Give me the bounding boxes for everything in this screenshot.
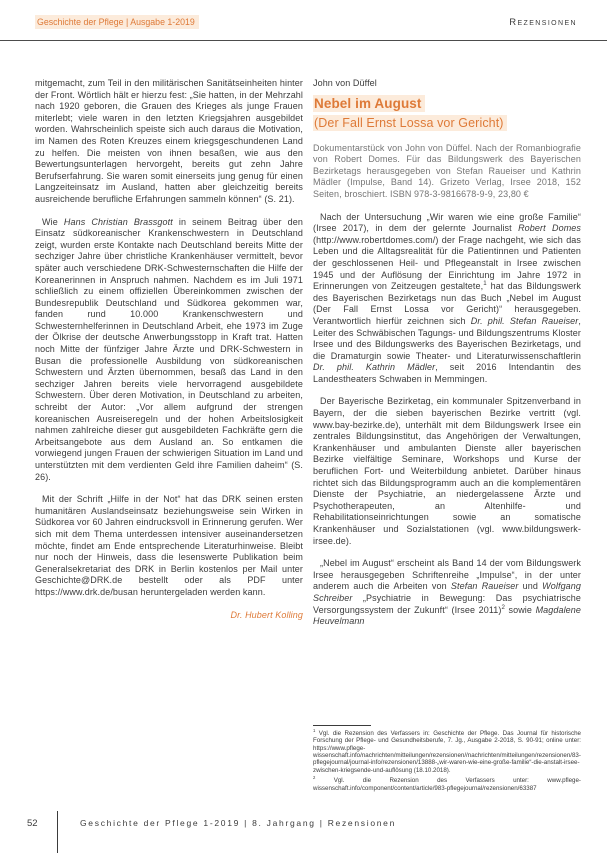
body-paragraph: „Nebel im August“ erscheint als Band 14 der vom Bildungswerk Irsee herausgegeben Schriftenreihe „Impulse“, in der unter anderem auch die Arbeiten von Stefan Raueiser und Wolfgang Schreiber „Psychiatrie in Bewegung: Das psychiatrische Versorgungssystem der Zukunft“ (Irsee 2011)$^2$ sowie Magdalene Heuvelmann	[313, 558, 581, 627]
body-paragraph: Der Bayerische Bezirketag, ein kommunaler Spitzenverband in Bayern, der die sieben bayerischen Bezirke vertritt (vgl. www.bay-bezirke.de), unterhält mit dem Bildungswerk Irsee ein zentrales Bildungsinstitut, das Angehörigen der Verwaltungen, Krankenhäuser und ambulanten Dienste aller bayerischen Bezirke vielfältige Seminare, Workshops und Kurse der beruflichen Fort- und Weiterbildung anbietet. Darüber hinaus richtet sich das Bildungsprogramm auch an die komplementären Dienste der Psychiatrie, an niedergelassene Ärzte und Psychotherapeuten, an Altenhilfe- und Rehabilitationseinrichtungen sowie an somatische Krankenhäuser und Sozialstationen (vgl. www.bildungswerk-irsee.de).	[313, 396, 581, 546]
right-column	[313, 78, 581, 795]
bibliographic-info: Dokumentarstück von John von Düffel. Nach der Romanbiografie von Robert Domes. Für das Bildungswerk des Bayerischen Bezirketags herausgegeben von Stefan Raueiser und Kathrin Mädler (Impulse, Band 14). Grizeto Verlag, Irsee 2018, 152 Seiten, broschiert. ISBN 978-3-9816678-9-9, 23,80 €	[313, 142, 581, 199]
book-title	[313, 95, 581, 112]
page-header	[35, 15, 577, 29]
body-paragraph: Nach der Untersuchung „Wir waren wie eine große Familie“ (Irsee 2017), in dem der gelernte Journalist Robert Domes (http://www.robertdomes.com/) der Frage nachgeht, wie sich das Leben und die Alltagsrealität für die Patientinnen und Patienten der geschlossenen Heil- und Pflegeanstalt in Irsee zwischen 1945 und der Auflösung der Einrichtung im Jahre 1972 in Erinnerungen von Zeitzeugen gestaltete,$^1$ hat das Bildungswerk des Bayerischen Bezirketags nun das Buch „Nebel im August (Der Fall Ernst Lossa vor Gericht)“ herausgegeben. Verantwortlich hierfür zeichnen sich Dr. phil. Stefan Raueiser, Leiter des Schwäbischen Tagungs- und Bildungszentrums Kloster Irsee und des Bildungswerks des Bayerischen Bezirketags, und die Dramaturgin sowie Theater- und Literaturwissenschaftlerin Dr. phil. Kathrin Mädler, seit 2016 Intendantin des Landestheaters Schwaben in Memmingen.	[313, 211, 581, 384]
book-title-text: Nebel im August	[313, 95, 425, 112]
page-footer	[0, 811, 607, 853]
body-paragraph: Mit der Schrift „Hilfe in der Not“ hat das DRK seinen ersten humanitären Auslandseinsatz beziehungsweise sein Wirken in Südkorea vor 60 Jahren eindrucksvoll in Erinnerung gerufen. Wer sich mit dem Thema unterdessen intensiver auseinandersetzen möchte, findet am Ende entsprechende Literaturhinweise. Bleibt nur noch der Hinweis, dass die lesenswerte Publikation beim Generalsekretariat des DRK in Berlin kostenlos per Mail unter Geschichte@DRK.de bestellt oder als PDF unter https://www.drk.de/busan heruntergeladen werden kann.	[35, 494, 303, 597]
footnote-rule	[313, 725, 371, 726]
header-rule	[0, 40, 607, 41]
section-label: Rezensionen	[509, 17, 577, 28]
footer-journal-line: Geschichte der Pflege 1-2019 | 8. Jahrgang | Rezensionen	[80, 818, 397, 828]
left-column	[35, 78, 303, 795]
footnote: $^1$ Vgl. die Rezension des Verfassers in: Geschichte der Pflege. Das Journal für historische Forschung der Pflege- und Gesundheitsberufe, 7. Jg., Ausgabe 2-2018, S. 90-91; online unter: https://www.pflege-wissenschaft.info/nachrichten/mitteilungen/rezensionen//nachrichten/mitteilungen/rezensionen/83-pflegejournal/journal-info/rezensionen/13888-„wir-waren-wie-eine-große-familie“-die-anstalt-irsee-zwischen-kriegsende-und-auflösung (18.10.2018).	[313, 727, 581, 774]
journal-issue-label: Geschichte der Pflege | Ausgabe 1-2019	[35, 15, 199, 29]
text-columns	[35, 78, 581, 795]
book-author: John von Düffel	[313, 78, 377, 88]
book-subtitle	[313, 115, 581, 131]
body-paragraph: Wie Hans Christian Brassgott in seinem Beitrag über den Einsatz südkoreanischer Krankenschwestern in Deutschland zeigt, wurden erste Kontakte nach Deutschland bereits Mitte der sechziger Jahre über christliche Krankenhäuser vermittelt, bevor später auch verschiedene DRK-Schwesternschaften die Hilfe der Koreanerinnen in Anspruch nahmen. Nachdem es im Juli 1971 schließlich zu einem offiziellen Übereinkommen zwischen der Bundesrepublik Deutschland und Südkorea gekommen war, fanden rund 10.000 Krankenschwestern und Schwesternhelferinnen in Deutschland Arbeit, ehe 1973 im Zuge der Ölkrise der deutsche Anwerbungsstopp in Kraft trat. Hatten noch Mitte der fünfziger Jahre Ärzte und DRK-Schwestern in Busan die professionelle Ausbildung von südkoreanischen Schwestern und Ärzten übernommen, besaß das Land in den sechziger Jahren bereits viele hervorragend ausgebildete Schwestern. Über deren Motivation, in Deutschland zu arbeiten, schreibt der Autor: „Vor allem aufgrund der strengen koreanischen Ausreiseregeln und der hohen Arbeitslosigkeit nahmen zahlreiche dieser gut ausgebildeten Fachkräfte gern die Arbeitsangebote aus dem Ausland an. So entkamen die vorwiegend jungen Frauen der schwierigen Situation im Land und unterstützten mit dem verdienten Geld ihre Familien daheim“ (S. 26).	[35, 216, 303, 482]
book-subtitle-text: (Der Fall Ernst Lossa vor Gericht)	[313, 115, 507, 131]
page-number: 52	[27, 818, 38, 829]
footnote: $^2$ Vgl. die Rezension des Verfassers unter: www.pflege-wissenschaft.info/component/content/article/983-pflegejournal/rezensionen/63387	[313, 775, 581, 792]
footnotes-block	[313, 722, 581, 795]
body-paragraph: mitgemacht, zum Teil in den militärischen Sanitätseinheiten hinter der Front. Wörtlich hält er hierzu fest: „Sie hatten, in der Mehrzahl nach 1920 geboren, die Grauen des Krieges als junge Frauen miterlebt; viele waren in den letzten Kriegsjahren ausgebildet worden. Wahrscheinlich speiste sich auch daraus die Motivation, im Namen des Roten Kreuzes einem kriegsgeschundenen Land zu helfen. Die meisten von ihnen besaßen, wie aus den Bewertungsunterlagen hervorgeht, bereits gut zehn Jahre Berufserfahrung. Sie waren somit einerseits jung genug für einen Langzeiteinsatz im Ausland, hatten aber gleichzeitig bereits ausreichende berufliche Erfahrungen sammeln können“ (S. 21).	[35, 78, 303, 204]
footer-divider	[57, 811, 58, 853]
reviewer-signature: Dr. Hubert Kolling	[230, 609, 303, 620]
